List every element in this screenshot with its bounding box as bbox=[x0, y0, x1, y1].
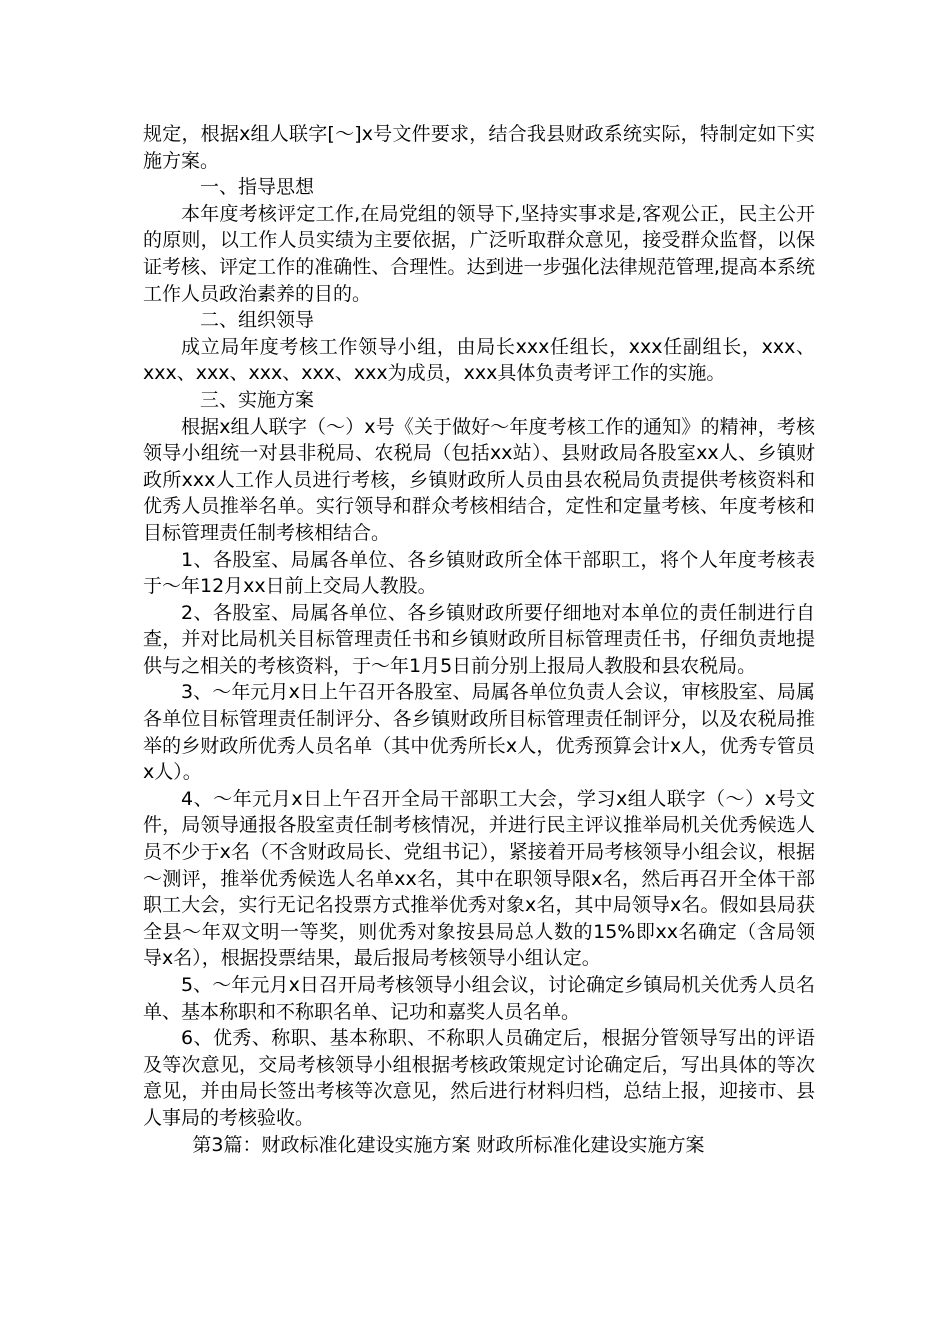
paragraph-implementation: 根据x组人联字（～）x号《关于做好～年度考核工作的通知》的精神，考核领导小组统一对县非税局、农税局（包括xx站）、县财政局各股室xx人、乡镇财政所xxx人工作人员进行考核，乡镇财政所人员由县农税局负责提供考核资料和优秀人员推举名单。实行领导和群众考核相结合，定性和定量考核、年度考核和目标管理责任制考核相结合。 bbox=[143, 415, 815, 544]
paragraph-intro: 规定，根据x组人联字[～]x号文件要求，结合我县财政系统实际，特制定如下实施方案。 bbox=[143, 123, 815, 172]
document-page bbox=[143, 121, 815, 1158]
section-heading-guiding-thought: 一、指导思想 bbox=[200, 176, 315, 199]
section-heading-implementation: 三、实施方案 bbox=[200, 388, 315, 411]
paragraph-guiding-thought: 本年度考核评定工作,在局党组的领导下,坚持实事求是,客观公正，民主公开的原则，以工作人员实绩为主要依据，广泛听取群众意见，接受群众监督，以保证考核、评定工作的准确性、合理性。达到进一步强化法律规范管理,提高本系统工作人员政治素养的目的。 bbox=[143, 202, 815, 305]
paragraph-organization: 成立局年度考核工作领导小组，由局长xxx任组长，xxx任副组长，xxx、xxx、xxx、xxx、xxx、xxx为成员，xxx具体负责考评工作的实施。 bbox=[143, 335, 815, 385]
paragraph-item-4: 4、～年元月x日上午召开全局干部职工大会，学习x组人联字（～）x号文件，局领导通报各股室责任制考核情况，并进行民主评议推举局机关优秀候选人员不少于x名（不含财政局长、党组书记），紧接着开局考核领导小组会议，根据～测评，推举优秀候选人名单xx名，其中在职领导限x名，然后再召开全体干部职工大会，实行无记名投票方式推举优秀对象x名，其中局领导x名。假如县局获全县～年双文明一等奖，则优秀对象按县局总人数的15%即xx名确定（含局领导x名），根据投票结果，最后报局考核领导小组认定。 bbox=[143, 787, 815, 970]
next-article-title: 第3篇：财政标准化建设实施方案 财政所标准化建设实施方案 bbox=[192, 1133, 705, 1156]
paragraph-item-1: 1、各股室、局属各单位、各乡镇财政所全体干部职工，将个人年度考核表于～年12月xx日前上交局人教股。 bbox=[143, 548, 815, 598]
section-heading-organization: 二、组织领导 bbox=[200, 309, 315, 332]
paragraph-item-2: 2、各股室、局属各单位、各乡镇财政所要仔细地对本单位的责任制进行自查，并对比局机关目标管理责任书和乡镇财政所目标管理责任书，仔细负责地提供与之相关的考核资料，于～年1月5日前分别上报局人教股和县农税局。 bbox=[143, 601, 815, 677]
paragraph-item-3: 3、～年元月x日上午召开各股室、局属各单位负责人会议，审核股室、局属各单位目标管理责任制评分、各乡镇财政所目标管理责任制评分，以及农税局推举的乡财政所优秀人员名单（其中优秀所长x人，优秀预算会计x人，优秀专管员x人）。 bbox=[143, 681, 815, 784]
paragraph-item-5: 5、～年元月x日召开局考核领导小组会议，讨论确定乡镇局机关优秀人员名单、基本称职和不称职名单、记功和嘉奖人员名单。 bbox=[143, 974, 815, 1023]
paragraph-item-6: 6、优秀、称职、基本称职、不称职人员确定后，根据分管领导写出的评语及等次意见，交局考核领导小组根据考核政策规定讨论确定后，写出具体的等次意见，并由局长签出考核等次意见，然后进行材料归档，总结上报，迎接市、县人事局的考核验收。 bbox=[143, 1027, 815, 1129]
